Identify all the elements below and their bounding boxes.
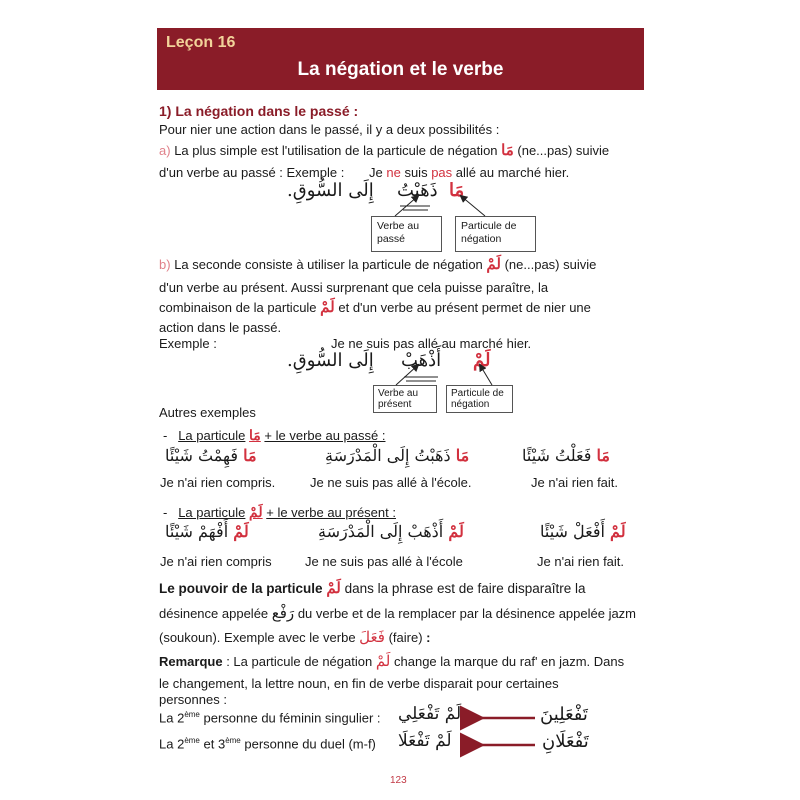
point-a-marker: a) — [159, 143, 171, 158]
duel-label — [159, 736, 376, 751]
ma-head-text1: La particule — [178, 428, 246, 443]
pouvoir-line3a: (soukoun). Exemple avec le verbe — [159, 630, 356, 645]
point-b-marker: b) — [159, 257, 171, 272]
feminine-result: لَمْ تَفْعَلِي — [398, 704, 462, 724]
point-b-line2: d'un verbe au présent. Aussi surprenant que cela puisse paraître, la — [159, 280, 549, 295]
particle-lam: لَمْ — [486, 255, 501, 273]
point-a-text2: (ne...pas) suivie — [517, 143, 610, 158]
particle-ma: مَا — [501, 141, 514, 159]
lam-ex1-rest: أَفْعَلْ شَيْئًا — [540, 522, 605, 541]
ma-ex2-rest: ذَهَبْتُ إِلَى الْمَدْرَسَةِ — [325, 446, 451, 465]
ex1-fr-rest: allé au marché hier. — [455, 165, 570, 180]
remarque-line3: personnes : — [159, 692, 227, 707]
ex1-fr-pas: pas — [431, 165, 453, 180]
example2-arabic-lam: لَمْ — [473, 350, 491, 371]
pouvoir-line1 — [159, 579, 586, 597]
example2-arabic-rest: إِلَى السُّوقِ. — [287, 350, 374, 371]
row2-label-a: La 2 — [159, 736, 185, 752]
arrow-particule-2 — [480, 365, 492, 385]
pouvoir-particle: لَمْ — [326, 579, 341, 597]
point-a-text1: La plus simple est l'utilisation de la particule de négation — [174, 143, 498, 158]
lam-example-2 — [318, 522, 464, 541]
row1-sup: ème — [184, 710, 200, 719]
box-verbe-passe: Verbe au passé — [371, 216, 442, 252]
feminine-label — [159, 710, 381, 725]
remarque-text2: change la marque du raf' en jazm. Dans — [394, 654, 625, 669]
ma-fr-2: Je ne suis pas allé à l'école. — [310, 475, 472, 490]
ma-head-particle: مَا — [249, 428, 261, 444]
lam-ex2-rest: أَذْهَبْ إِلَى الْمَدْرَسَةِ — [318, 522, 444, 541]
example2-label: Exemple : — [159, 336, 217, 351]
example1-arabic-ma: مَا — [449, 180, 465, 201]
row1-label-a: La 2 — [159, 710, 185, 726]
point-b-text2: (ne...pas) suivie — [504, 257, 597, 272]
ma-head-text2: + le verbe au passé : — [264, 428, 386, 443]
dash-2: - — [163, 505, 168, 520]
lam-head-text2: + le verbe au présent : — [266, 505, 396, 520]
lam-ex3-rest: أَفْهَمْ شَيْئًا — [165, 522, 229, 541]
arrow-particule — [461, 196, 485, 216]
point-b-line4: action dans le passé. — [159, 320, 282, 335]
raf-word: رَفْع — [271, 604, 295, 622]
row2-label-b: et 3 — [203, 736, 226, 752]
lam-ex2-neg: لَمْ — [448, 522, 464, 541]
page-number: 123 — [390, 775, 407, 786]
faala-verb: فَعَلَ — [359, 628, 385, 646]
pouvoir-line3c: : — [426, 630, 431, 645]
ma-fr-3: Je n'ai rien compris. — [160, 475, 276, 490]
pouvoir-bold: Le pouvoir de la particule — [159, 581, 323, 596]
particle-lam-inline: لَمْ — [320, 298, 335, 316]
point-b-line3b: et d'un verbe au présent permet de nier une — [338, 300, 591, 315]
ma-example-3 — [165, 446, 257, 465]
pouvoir-line3b: (faire) — [388, 630, 423, 645]
lam-head-particle: لَمْ — [249, 505, 263, 521]
duel-result: لَمْ تَفْعَلَا — [398, 731, 452, 751]
box-particule: Particule de négation — [455, 216, 536, 252]
remarque-line1 — [159, 652, 624, 670]
example2-french: Je ne suis pas allé au marché hier. — [331, 336, 532, 351]
pouvoir-line2 — [159, 604, 636, 622]
point-b-text1: La seconde consiste à utiliser la particule de négation — [174, 257, 483, 272]
box-verbe-present: Verbe au présent — [373, 385, 437, 413]
lam-example-1 — [540, 522, 626, 541]
feminine-source: تَفْعَلِينَ — [540, 704, 588, 725]
lam-example-3 — [165, 522, 249, 541]
example2-arabic-verb: أَذْهَبْ — [401, 350, 442, 371]
ex1-fr-suis: suis — [404, 165, 428, 180]
box-particule-2: Particule de négation — [446, 385, 513, 413]
pouvoir-line3 — [159, 628, 431, 646]
ma-ex1-neg: مَا — [596, 446, 610, 465]
ma-heading — [163, 428, 385, 444]
pouvoir-line2a: désinence appelée — [159, 606, 269, 621]
lam-fr-3: Je n'ai rien compris — [160, 554, 272, 569]
arrow-verbe-present — [396, 365, 418, 385]
dash-1: - — [163, 428, 168, 443]
point-a-line2: d'un verbe au passé : Exemple : — [159, 165, 345, 180]
lesson-title: La négation et le verbe — [297, 59, 504, 80]
row1-label-b: personne du féminin singulier : — [203, 710, 381, 726]
row2-sup2: ème — [225, 736, 241, 745]
remarque-particle: لَمْ — [375, 652, 391, 670]
lam-ex3-neg: لَمْ — [233, 522, 249, 541]
example1-arabic-rest: إِلَى السُّوقِ. — [287, 180, 374, 201]
row2-label-c: personne du duel (m-f) — [244, 736, 376, 752]
pouvoir-text1: dans la phrase est de faire disparaître la — [344, 581, 586, 596]
lam-fr-2: Je ne suis pas allé à l'école — [305, 554, 463, 569]
remarque-bold: Remarque — [159, 654, 223, 669]
section-heading: 1) La négation dans le passé : — [159, 103, 359, 119]
ma-ex1-rest: فَعَلْتُ شَيْئًا — [522, 446, 592, 465]
pouvoir-line2b: du verbe et de la remplacer par la désinence appelée jazm — [297, 606, 637, 621]
lam-heading — [163, 505, 396, 521]
lesson-number: Leçon 16 — [166, 34, 236, 51]
section-intro: Pour nier une action dans le passé, il y a deux possibilités : — [159, 122, 500, 137]
ex1-fr-ne: ne — [386, 165, 401, 180]
row2-sup1: ème — [184, 736, 200, 745]
ex1-fr-je: Je — [369, 165, 383, 180]
ma-example-2 — [325, 446, 469, 465]
lam-head-text1: La particule — [178, 505, 246, 520]
autres-exemples-label: Autres exemples — [159, 405, 256, 420]
duel-source: تَفْعَلَانِ — [542, 731, 589, 752]
remarque-line2: le changement, la lettre noun, en fin de verbe disparait pour certaines — [159, 676, 559, 691]
ma-ex3-rest: فَهِمْتُ شَيْئًا — [165, 446, 239, 465]
ma-example-1 — [522, 446, 610, 465]
lam-ex1-neg: لَمْ — [610, 522, 626, 541]
ma-fr-1: Je n'ai rien fait. — [531, 475, 619, 490]
lam-fr-1: Je n'ai rien fait. — [537, 554, 625, 569]
ma-ex2-neg: مَا — [455, 446, 470, 465]
ma-ex3-neg: مَا — [243, 446, 257, 465]
example1-arabic-verb: ذَهَبْتُ — [397, 180, 438, 201]
point-b-line3a: combinaison de la particule — [159, 300, 317, 315]
remarque-text1: : La particule de négation — [226, 654, 373, 669]
